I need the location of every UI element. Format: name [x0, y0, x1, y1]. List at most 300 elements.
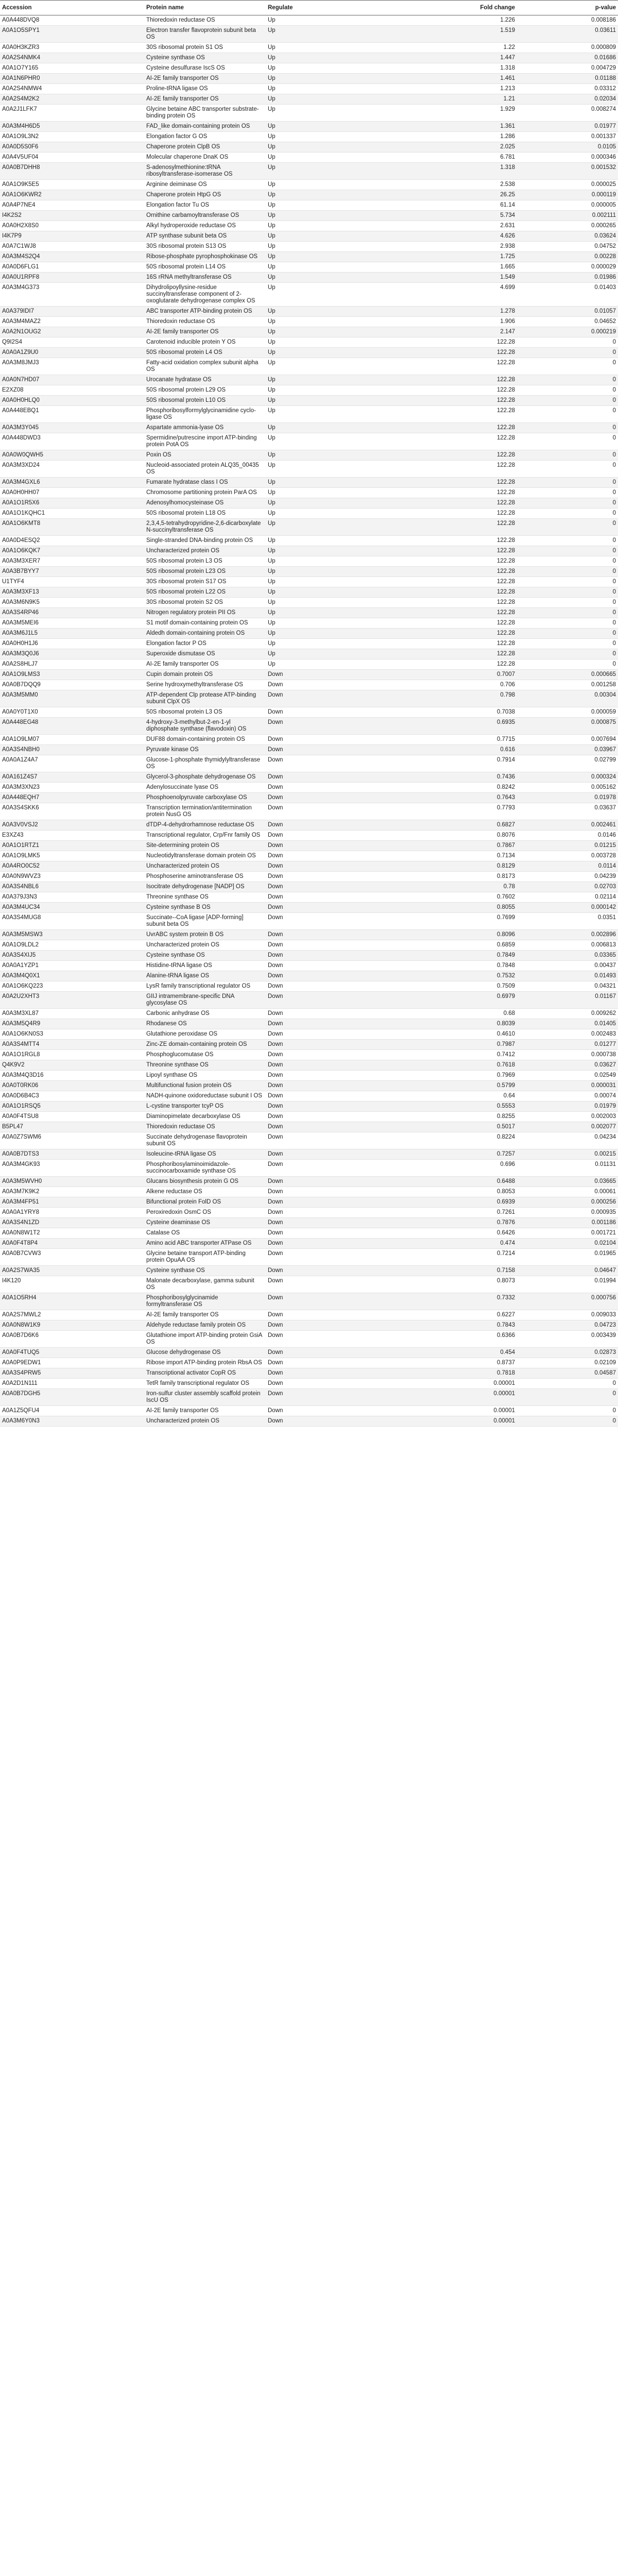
table-row — [0, 841, 618, 851]
cell-accession: A0A3M3Y045 — [0, 423, 144, 433]
cell-protein-name: Uncharacterized protein OS — [144, 1416, 266, 1427]
cell-accession: A0A3M6N9K5 — [0, 598, 144, 608]
cell-regulate: Down — [266, 1029, 419, 1040]
cell-protein-name: Superoxide dismutase OS — [144, 649, 266, 659]
cell-regulate: Down — [266, 903, 419, 913]
table-row — [0, 337, 618, 348]
cell-regulate: Down — [266, 1050, 419, 1060]
table-row — [0, 358, 618, 375]
cell-regulate: Up — [266, 307, 419, 317]
cell-fold-change: 0.7618 — [419, 1060, 534, 1071]
cell-accession: A0A0W0QWH5 — [0, 450, 144, 461]
cell-accession: A0A448DVQ8 — [0, 15, 144, 26]
table-row — [0, 556, 618, 567]
cell-protein-name: Catalase OS — [144, 1228, 266, 1239]
table-row — [0, 406, 618, 423]
cell-protein-name: Site-determining protein OS — [144, 841, 266, 851]
cell-regulate: Up — [266, 132, 419, 142]
cell-p-value: 0.000025 — [534, 180, 618, 190]
cell-fold-change: 0.6859 — [419, 940, 534, 951]
cell-protein-name: Dihydrolipoyllysine-residue succinyltransferase component of 2-oxoglutarate dehydrogenase complex OS — [144, 283, 266, 307]
cell-protein-name: Proline-tRNA ligase OS — [144, 84, 266, 94]
table-row — [0, 450, 618, 461]
cell-regulate: Down — [266, 892, 419, 903]
cell-protein-name: Alkyl hydroperoxide reductase OS — [144, 221, 266, 231]
cell-p-value: 0.000324 — [534, 772, 618, 783]
cell-p-value: 0.02799 — [534, 755, 618, 772]
table-row — [0, 587, 618, 598]
cell-regulate: Up — [266, 348, 419, 358]
cell-regulate: Up — [266, 556, 419, 567]
cell-p-value: 0.04752 — [534, 242, 618, 252]
table-row — [0, 1081, 618, 1091]
cell-protein-name: Thioredoxin reductase OS — [144, 15, 266, 26]
cell-accession: A0A3M4GXL6 — [0, 478, 144, 488]
table-row — [0, 327, 618, 337]
cell-protein-name: Carbonic anhydrase OS — [144, 1009, 266, 1019]
cell-regulate: Up — [266, 15, 419, 26]
cell-regulate: Down — [266, 1218, 419, 1228]
cell-p-value: 0.01978 — [534, 793, 618, 803]
cell-protein-name: Ribose-phosphate pyrophosphokinase OS — [144, 252, 266, 262]
cell-fold-change: 122.28 — [419, 348, 534, 358]
cell-p-value: 0.001186 — [534, 1218, 618, 1228]
cell-accession: A0A0N8W1K9 — [0, 1320, 144, 1331]
cell-regulate: Up — [266, 639, 419, 649]
cell-p-value: 0.000029 — [534, 262, 618, 273]
cell-p-value: 0.000059 — [534, 707, 618, 718]
cell-p-value: 0.000219 — [534, 327, 618, 337]
cell-p-value: 0.002077 — [534, 1122, 618, 1132]
cell-p-value: 0.001721 — [534, 1228, 618, 1239]
cell-regulate: Up — [266, 629, 419, 639]
cell-p-value: 0.000935 — [534, 1208, 618, 1218]
cell-p-value: 0 — [534, 1416, 618, 1427]
cell-accession: A0A1O6KQK7 — [0, 546, 144, 556]
cell-regulate: Down — [266, 1239, 419, 1249]
cell-protein-name: Glycine betaine transport ATP-binding protein OpuAA OS — [144, 1249, 266, 1266]
cell-p-value: 0.01403 — [534, 283, 618, 307]
cell-p-value: 0.04723 — [534, 1320, 618, 1331]
cell-accession: A0A0A1Z4A7 — [0, 755, 144, 772]
cell-fold-change: 0.78 — [419, 882, 534, 892]
cell-protein-name: AI-2E family transporter OS — [144, 1406, 266, 1416]
table-row — [0, 1132, 618, 1149]
cell-p-value: 0.0114 — [534, 861, 618, 872]
table-row — [0, 772, 618, 783]
cell-regulate: Down — [266, 971, 419, 981]
table-row — [0, 707, 618, 718]
cell-accession: A0A1O5RH4 — [0, 1293, 144, 1310]
table-row — [0, 84, 618, 94]
cell-fold-change: 122.28 — [419, 375, 534, 385]
table-row — [0, 892, 618, 903]
cell-protein-name: 30S ribosomal protein S1 OS — [144, 43, 266, 53]
cell-p-value: 0.000031 — [534, 1081, 618, 1091]
table-row — [0, 930, 618, 940]
table-row — [0, 1187, 618, 1197]
cell-protein-name: Cysteine deaminase OS — [144, 1218, 266, 1228]
cell-regulate: Down — [266, 793, 419, 803]
cell-p-value: 0 — [534, 358, 618, 375]
cell-regulate: Up — [266, 618, 419, 629]
cell-protein-name: Cysteine synthase B OS — [144, 903, 266, 913]
cell-p-value: 0 — [534, 433, 618, 450]
cell-regulate: Down — [266, 783, 419, 793]
cell-protein-name: 2,3,4,5-tetrahydropyridine-2,6-dicarboxylate N-succinyltransferase OS — [144, 519, 266, 536]
cell-protein-name: Single-stranded DNA-binding protein OS — [144, 536, 266, 546]
cell-fold-change: 122.28 — [419, 567, 534, 577]
cell-fold-change: 0.7214 — [419, 1249, 534, 1266]
cell-regulate: Up — [266, 190, 419, 200]
cell-p-value: 0 — [534, 1379, 618, 1389]
cell-regulate: Down — [266, 1071, 419, 1081]
cell-fold-change: 122.28 — [419, 396, 534, 406]
cell-p-value: 0.0105 — [534, 142, 618, 152]
cell-regulate: Down — [266, 1081, 419, 1091]
table-row — [0, 659, 618, 670]
cell-accession: A0A0A1YRY8 — [0, 1208, 144, 1218]
cell-protein-name: Cysteine synthase OS — [144, 951, 266, 961]
cell-protein-name: Chaperone protein HtpG OS — [144, 190, 266, 200]
cell-fold-change: 0.00001 — [419, 1379, 534, 1389]
cell-p-value: 0.01979 — [534, 1101, 618, 1112]
cell-p-value: 0 — [534, 498, 618, 509]
table-row — [0, 519, 618, 536]
cell-accession: Q9I2S4 — [0, 337, 144, 348]
cell-fold-change: 0.8053 — [419, 1187, 534, 1197]
table-row — [0, 242, 618, 252]
cell-accession: A0A0N8W1T2 — [0, 1228, 144, 1239]
cell-accession: A0A1O9LMK5 — [0, 851, 144, 861]
table-row — [0, 152, 618, 163]
cell-fold-change: 0.7818 — [419, 1368, 534, 1379]
cell-protein-name: Iron-sulfur cluster assembly scaffold protein IscU OS — [144, 1389, 266, 1406]
table-row — [0, 262, 618, 273]
cell-p-value: 0 — [534, 556, 618, 567]
cell-fold-change: 0.8076 — [419, 831, 534, 841]
cell-accession: A0A3M4GK93 — [0, 1160, 144, 1177]
cell-p-value: 0.01994 — [534, 1276, 618, 1293]
cell-protein-name: 50S ribosomal protein L10 OS — [144, 396, 266, 406]
cell-regulate: Down — [266, 735, 419, 745]
table-row — [0, 718, 618, 735]
cell-regulate: Up — [266, 598, 419, 608]
cell-accession: A0A448EBQ1 — [0, 406, 144, 423]
cell-p-value: 0.009262 — [534, 1009, 618, 1019]
cell-accession: A0A1O7Y165 — [0, 63, 144, 74]
cell-accession: A0A3M4UC34 — [0, 903, 144, 913]
cell-fold-change: 0.7332 — [419, 1293, 534, 1310]
cell-fold-change: 0.696 — [419, 1160, 534, 1177]
cell-protein-name: Transcriptional activator CopR OS — [144, 1368, 266, 1379]
table-row — [0, 132, 618, 142]
cell-accession: A0A0D5S0F6 — [0, 142, 144, 152]
cell-protein-name: Chromosome partitioning protein ParA OS — [144, 488, 266, 498]
cell-accession: A0A2J1LFK7 — [0, 105, 144, 122]
cell-fold-change: 0.7509 — [419, 981, 534, 992]
cell-protein-name: Multifunctional fusion protein OS — [144, 1081, 266, 1091]
cell-p-value: 0 — [534, 1389, 618, 1406]
cell-regulate: Up — [266, 659, 419, 670]
cell-regulate: Up — [266, 577, 419, 587]
table-row — [0, 180, 618, 190]
table-row — [0, 1249, 618, 1266]
cell-fold-change: 61.14 — [419, 200, 534, 211]
cell-protein-name: Arginine deiminase OS — [144, 180, 266, 190]
cell-p-value: 0.000142 — [534, 903, 618, 913]
cell-fold-change: 0.7849 — [419, 951, 534, 961]
cell-fold-change: 0.8255 — [419, 1112, 534, 1122]
cell-regulate: Down — [266, 951, 419, 961]
cell-regulate: Up — [266, 649, 419, 659]
table-row — [0, 861, 618, 872]
cell-p-value: 0.04239 — [534, 872, 618, 882]
cell-regulate: Up — [266, 152, 419, 163]
cell-protein-name: Uncharacterized protein OS — [144, 546, 266, 556]
cell-accession: A0A1N6PHR0 — [0, 74, 144, 84]
cell-p-value: 0.008186 — [534, 15, 618, 26]
cell-protein-name: Phosphoglucomutase OS — [144, 1050, 266, 1060]
cell-protein-name: 50S ribosomal protein L14 OS — [144, 262, 266, 273]
cell-fold-change: 1.447 — [419, 53, 534, 63]
cell-p-value: 0.002003 — [534, 1112, 618, 1122]
cell-protein-name: 4-hydroxy-3-methylbut-2-en-1-yl diphosphate synthase (flavodoxin) OS — [144, 718, 266, 735]
cell-p-value: 0.000875 — [534, 718, 618, 735]
cell-fold-change: 0.00001 — [419, 1416, 534, 1427]
cell-protein-name: L-cystine transporter tcyP OS — [144, 1101, 266, 1112]
cell-protein-name: Aldehyde reductase family protein OS — [144, 1320, 266, 1331]
cell-regulate: Down — [266, 772, 419, 783]
cell-fold-change: 0.7158 — [419, 1266, 534, 1276]
cell-regulate: Up — [266, 221, 419, 231]
cell-regulate: Down — [266, 1040, 419, 1050]
cell-protein-name: Poxin OS — [144, 450, 266, 461]
table-row — [0, 851, 618, 861]
table-row — [0, 1091, 618, 1101]
table-row — [0, 1379, 618, 1389]
cell-accession: A0A3M7K9K2 — [0, 1187, 144, 1197]
cell-p-value: 0 — [534, 639, 618, 649]
cell-accession: A0A2N1OUG2 — [0, 327, 144, 337]
cell-p-value: 0.03627 — [534, 1060, 618, 1071]
cell-accession: I4K7P9 — [0, 231, 144, 242]
cell-regulate: Up — [266, 519, 419, 536]
cell-accession: A0A2S4M2K2 — [0, 94, 144, 105]
cell-accession: A0A1O9LDL2 — [0, 940, 144, 951]
cell-fold-change: 0.6935 — [419, 718, 534, 735]
cell-p-value: 0 — [534, 406, 618, 423]
cell-fold-change: 0.00001 — [419, 1389, 534, 1406]
table-row — [0, 598, 618, 608]
cell-regulate: Up — [266, 84, 419, 94]
cell-regulate: Down — [266, 981, 419, 992]
table-row — [0, 1019, 618, 1029]
cell-protein-name: Peroxiredoxin OsmC OS — [144, 1208, 266, 1218]
cell-fold-change: 122.28 — [419, 385, 534, 396]
table-row — [0, 105, 618, 122]
cell-p-value: 0.000346 — [534, 152, 618, 163]
cell-accession: U1TYF4 — [0, 577, 144, 587]
cell-p-value: 0.01277 — [534, 1040, 618, 1050]
cell-accession: A0A2S4NMW4 — [0, 84, 144, 94]
cell-regulate: Up — [266, 74, 419, 84]
cell-regulate: Up — [266, 509, 419, 519]
cell-fold-change: 0.7843 — [419, 1320, 534, 1331]
cell-p-value: 0 — [534, 618, 618, 629]
cell-fold-change: 122.28 — [419, 433, 534, 450]
cell-fold-change: 4.699 — [419, 283, 534, 307]
cell-p-value: 0.00074 — [534, 1091, 618, 1101]
cell-fold-change: 122.28 — [419, 608, 534, 618]
cell-p-value: 0.01405 — [534, 1019, 618, 1029]
cell-protein-name: S1 motif domain-containing protein OS — [144, 618, 266, 629]
cell-p-value: 0.001532 — [534, 163, 618, 180]
cell-regulate: Up — [266, 358, 419, 375]
table-row — [0, 1149, 618, 1160]
table-row — [0, 913, 618, 930]
cell-p-value: 0.04652 — [534, 317, 618, 327]
table-header — [0, 1, 618, 15]
cell-regulate: Down — [266, 1101, 419, 1112]
cell-protein-name: Carotenoid inducible protein Y OS — [144, 337, 266, 348]
table-row — [0, 618, 618, 629]
table-row — [0, 1310, 618, 1320]
cell-fold-change: 1.519 — [419, 26, 534, 43]
cell-fold-change: 0.5799 — [419, 1081, 534, 1091]
cell-regulate: Up — [266, 567, 419, 577]
cell-accession: A0A3M6J1L5 — [0, 629, 144, 639]
cell-protein-name: 50S ribosomal protein L3 OS — [144, 556, 266, 567]
cell-fold-change: 122.28 — [419, 546, 534, 556]
cell-p-value: 0 — [534, 461, 618, 478]
cell-accession: A0A3M4Q0X1 — [0, 971, 144, 981]
table-row — [0, 1029, 618, 1040]
cell-accession: Q4K9V2 — [0, 1060, 144, 1071]
cell-fold-change: 0.798 — [419, 690, 534, 707]
header-regulate: Regulate — [266, 1, 419, 15]
cell-protein-name: Threonine synthase OS — [144, 892, 266, 903]
cell-regulate: Down — [266, 1276, 419, 1293]
cell-fold-change: 6.781 — [419, 152, 534, 163]
cell-accession: I4K2S2 — [0, 211, 144, 221]
cell-accession: A0A3M4G373 — [0, 283, 144, 307]
table-row — [0, 498, 618, 509]
cell-accession: A0A3M3XER7 — [0, 556, 144, 567]
table-row — [0, 820, 618, 831]
cell-p-value: 0.007694 — [534, 735, 618, 745]
cell-accession: A0A3M4S2Q4 — [0, 252, 144, 262]
cell-accession: A0A1O1R5X6 — [0, 498, 144, 509]
table-row — [0, 649, 618, 659]
cell-accession: A0A0B7DGH5 — [0, 1389, 144, 1406]
cell-fold-change: 0.5553 — [419, 1101, 534, 1112]
cell-accession: A0A3M3XL87 — [0, 1009, 144, 1019]
cell-accession: B5PL47 — [0, 1122, 144, 1132]
cell-p-value: 0 — [534, 608, 618, 618]
cell-p-value: 0 — [534, 546, 618, 556]
cell-fold-change: 0.7602 — [419, 892, 534, 903]
cell-p-value: 0.01057 — [534, 307, 618, 317]
cell-accession: A0A3S4SKK6 — [0, 803, 144, 820]
cell-protein-name: 50S ribosomal protein L23 OS — [144, 567, 266, 577]
cell-fold-change: 122.28 — [419, 577, 534, 587]
cell-fold-change: 122.28 — [419, 337, 534, 348]
cell-fold-change: 0.8039 — [419, 1019, 534, 1029]
cell-regulate: Up — [266, 546, 419, 556]
cell-accession: A0A2S4NMK4 — [0, 53, 144, 63]
cell-accession: A0A1O9LMS3 — [0, 670, 144, 680]
table-row — [0, 142, 618, 152]
table-row — [0, 735, 618, 745]
cell-fold-change: 0.7876 — [419, 1218, 534, 1228]
cell-p-value: 0 — [534, 629, 618, 639]
table-row — [0, 478, 618, 488]
cell-p-value: 0.03611 — [534, 26, 618, 43]
cell-protein-name: 30S ribosomal protein S13 OS — [144, 242, 266, 252]
cell-accession: A0A0D6FLG1 — [0, 262, 144, 273]
cell-accession: A0A3M4FP51 — [0, 1197, 144, 1208]
cell-fold-change: 122.28 — [419, 461, 534, 478]
cell-p-value: 0.04587 — [534, 1368, 618, 1379]
table-row — [0, 1101, 618, 1112]
cell-p-value: 0.008274 — [534, 105, 618, 122]
cell-regulate: Down — [266, 803, 419, 820]
cell-p-value: 0.02034 — [534, 94, 618, 105]
cell-regulate: Down — [266, 1187, 419, 1197]
cell-regulate: Up — [266, 461, 419, 478]
cell-p-value: 0.002461 — [534, 820, 618, 831]
table-row — [0, 231, 618, 242]
table-row — [0, 1276, 618, 1293]
cell-p-value: 0 — [534, 385, 618, 396]
cell-regulate: Down — [266, 1197, 419, 1208]
cell-regulate: Down — [266, 1310, 419, 1320]
table-row — [0, 15, 618, 26]
cell-protein-name: Amino acid ABC transporter ATPase OS — [144, 1239, 266, 1249]
cell-protein-name: Diaminopimelate decarboxylase OS — [144, 1112, 266, 1122]
cell-p-value: 0 — [534, 396, 618, 406]
cell-protein-name: Nitrogen regulatory protein PII OS — [144, 608, 266, 618]
cell-p-value: 0.0146 — [534, 831, 618, 841]
cell-p-value: 0.00304 — [534, 690, 618, 707]
table-row — [0, 1160, 618, 1177]
cell-regulate: Up — [266, 385, 419, 396]
cell-regulate: Up — [266, 536, 419, 546]
cell-regulate: Up — [266, 317, 419, 327]
cell-regulate: Up — [266, 498, 419, 509]
cell-accession: A0A0H0HLQ0 — [0, 396, 144, 406]
cell-regulate: Up — [266, 587, 419, 598]
cell-accession: A0A3V0VSJ2 — [0, 820, 144, 831]
cell-fold-change: 0.7532 — [419, 971, 534, 981]
cell-p-value: 0 — [534, 337, 618, 348]
cell-protein-name: TetR family transcriptional regulator OS — [144, 1379, 266, 1389]
table-row — [0, 903, 618, 913]
cell-protein-name: Glucans biosynthesis protein G OS — [144, 1177, 266, 1187]
cell-protein-name: Alkene reductase OS — [144, 1187, 266, 1197]
cell-accession: A0A0P9EDW1 — [0, 1358, 144, 1368]
cell-fold-change: 122.28 — [419, 450, 534, 461]
cell-fold-change: 4.626 — [419, 231, 534, 242]
cell-p-value: 0.002111 — [534, 211, 618, 221]
cell-p-value: 0.04234 — [534, 1132, 618, 1149]
table-row — [0, 283, 618, 307]
cell-fold-change: 0.474 — [419, 1239, 534, 1249]
table-row — [0, 63, 618, 74]
cell-p-value: 0.03637 — [534, 803, 618, 820]
cell-fold-change: 1.318 — [419, 63, 534, 74]
